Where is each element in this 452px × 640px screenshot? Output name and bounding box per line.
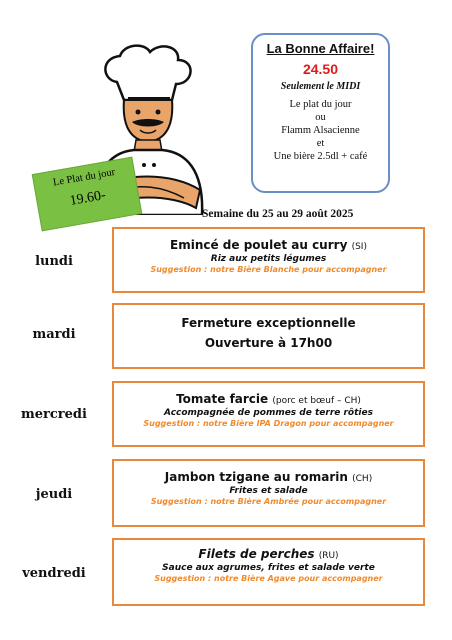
menu-box-mardi [112, 303, 425, 369]
dish-code: (porc et bœuf – CH) [272, 396, 361, 406]
dish-side: Riz aux petits légumes [210, 254, 327, 264]
promo-price: 24.50 [302, 61, 339, 77]
dish-code: (RU) [318, 551, 339, 561]
dish-code: (SI) [351, 242, 367, 252]
menu-box-vendredi [112, 538, 425, 606]
dish-side: Sauce aux agrumes, frites et salade verte [162, 563, 375, 573]
dish-title [114, 547, 423, 561]
dish-side: Frites et salade [229, 486, 308, 496]
dish-title [114, 470, 423, 484]
closure-line: Fermeture exceptionnelle [181, 316, 356, 330]
dish-name: Emincé de poulet au curry [170, 238, 348, 252]
menu-box-mercredi [112, 381, 425, 447]
promo-line: Une bière 2.5dl + café [273, 151, 368, 162]
dish-title [114, 238, 423, 252]
day-label-vendredi: vendredi [22, 566, 86, 581]
dish-side: Accompagnée de pommes de terre rôties [164, 408, 373, 418]
day-label-lundi: lundi [35, 254, 73, 269]
dish-code: (CH) [352, 474, 373, 484]
beer-suggestion: Suggestion : notre Bière Ambrée pour accompagner [150, 497, 387, 506]
menu-box-jeudi [112, 459, 425, 527]
week-heading: Semaine du 25 au 29 août 2025 [202, 208, 354, 220]
day-label-jeudi: jeudi [35, 487, 73, 502]
beer-suggestion: Suggestion : notre Bière IPA Dragon pour accompagner [143, 419, 394, 428]
promo-line: et [316, 138, 325, 149]
promo-line: Le plat du jour [289, 99, 352, 110]
dish-name: Jambon tzigane au romarin [164, 470, 348, 484]
beer-suggestion: Suggestion : notre Bière Blanche pour accompagner [150, 265, 387, 274]
beer-suggestion: Suggestion : notre Bière Agave pour accompagner [154, 574, 383, 583]
promo-box [251, 33, 390, 193]
promo-details [253, 98, 388, 163]
promo-line: ou [315, 112, 326, 123]
plat-du-jour-ribbon [32, 157, 143, 232]
promo-title: La Bonne Affaire! [266, 41, 375, 56]
ribbon-label: Le Plat du jour [52, 166, 116, 189]
menu-box-lundi [112, 227, 425, 293]
dish-name: Filets de perches [198, 547, 315, 561]
ribbon-price: 19.60- [68, 187, 107, 209]
promo-subtitle: Seulement le MIDI [280, 81, 361, 92]
opening-line: Ouverture à 17h00 [204, 336, 333, 350]
promo-line: Flamm Alsacienne [281, 125, 360, 136]
day-label-mardi: mardi [32, 327, 76, 342]
dish-name: Tomate farcie [176, 392, 269, 406]
dish-title [114, 392, 423, 406]
day-label-mercredi: mercredi [21, 407, 87, 422]
closure-notice [114, 313, 423, 353]
